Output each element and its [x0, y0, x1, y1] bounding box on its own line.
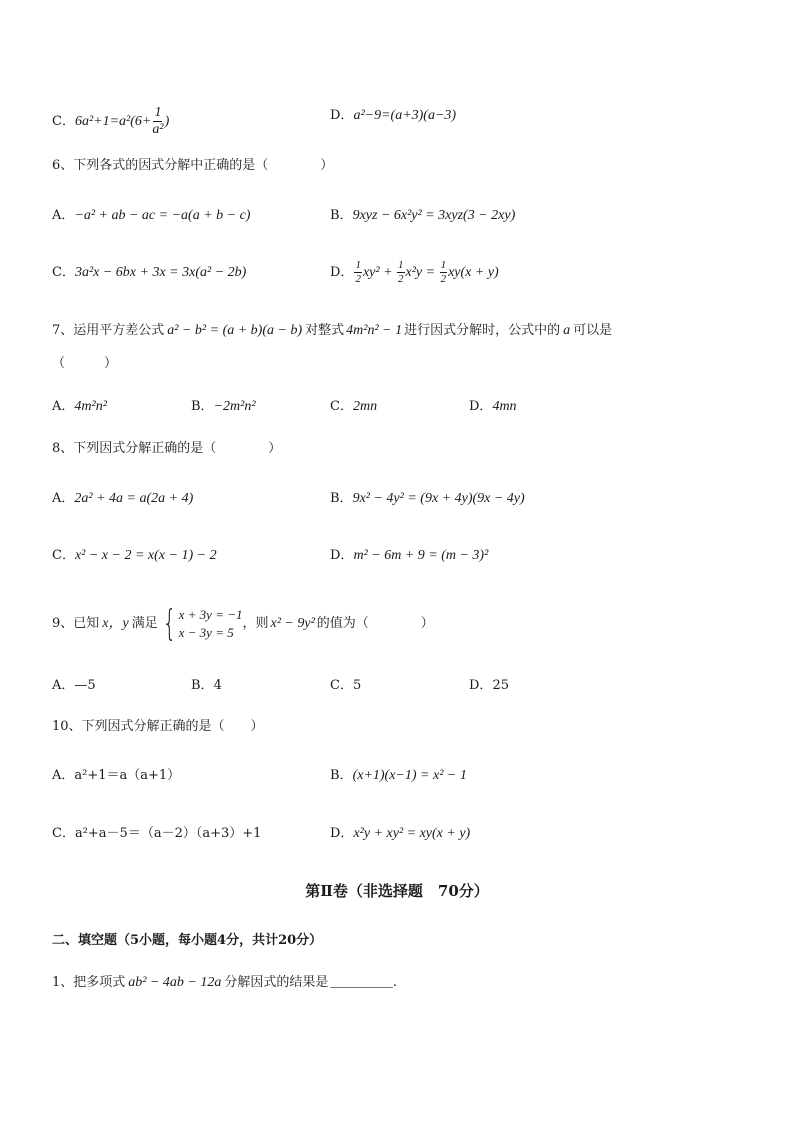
option-label: A． — [52, 399, 75, 414]
option-expr: 5 — [352, 678, 362, 693]
fraction — [152, 106, 163, 137]
stem-text: . — [392, 975, 397, 990]
option-expr: (x+1)(x−1) = x² − 1 — [352, 768, 467, 783]
part2-title: 第Ⅱ卷（非选择题 70分） — [305, 882, 489, 900]
option-label: D． — [330, 265, 354, 280]
frac-num: 1 — [398, 259, 404, 271]
polynomial: ab² − 4ab − 12a — [128, 975, 222, 990]
option-label: B． — [191, 678, 214, 693]
q7-paren: （ ） — [52, 356, 118, 371]
option-label: D． — [330, 108, 354, 123]
option-label: C． — [52, 548, 75, 563]
q6-stem: 6、下列各式的因式分解中正确的是（ ） — [52, 158, 334, 173]
option-expr: 4mn — [492, 399, 517, 414]
variables: x，y — [102, 616, 129, 631]
stem-text: 1、把多项式 — [52, 975, 126, 990]
option-label: A． — [52, 678, 75, 693]
fraction — [354, 260, 362, 285]
fraction — [440, 260, 448, 285]
q6-option-a — [52, 206, 250, 226]
polynomial: 4m²n² − 1 — [346, 323, 403, 338]
option-label: A． — [52, 768, 75, 783]
q10-option-a — [52, 766, 180, 786]
option-expr: 9xyz − 6x²y² = 3xyz(3 − 2xy) — [352, 208, 516, 223]
formula: a² − b² = (a + b)(a − b) — [167, 323, 303, 338]
q9-option-a — [52, 676, 96, 696]
option-expr: 4 — [213, 678, 222, 693]
option-label: A． — [52, 208, 75, 223]
option-expr: a²−9=(a+3)(a−3) — [353, 108, 457, 123]
q7-option-c — [330, 397, 377, 417]
option-label: D． — [330, 548, 354, 563]
option-expr: 9x² − 4y² = (9x + 4y)(9x − 4y) — [352, 491, 525, 506]
option-label: C． — [52, 826, 75, 841]
equation-2: x − 3y = 5 — [178, 624, 234, 640]
q7-option-a — [52, 397, 107, 417]
option-expr: 6a²+1=a²(6+ — [74, 114, 152, 129]
q8-option-a — [52, 489, 193, 509]
option-expr: m² − 6m + 9 = (m − 3)² — [353, 548, 489, 563]
q8-option-d — [330, 546, 488, 566]
equation-system — [158, 602, 243, 644]
option-expr: a²+1＝a（a+1） — [74, 768, 181, 783]
stem-text: 的值为（ ） — [316, 616, 434, 631]
equation-1: x + 3y = −1 — [178, 606, 243, 622]
option-label: D． — [330, 826, 354, 841]
variable: a — [563, 323, 571, 338]
option-expr: a²+a－5＝（a－2）（a+3）+1 — [74, 826, 262, 841]
option-expr: 2mn — [352, 399, 378, 414]
option-expr: −a² + ab − ac = −a(a + b − c) — [74, 208, 251, 223]
frac-den: 2 — [440, 273, 447, 285]
frac-num: 1 — [355, 259, 361, 271]
q10-option-d — [330, 824, 470, 844]
option-label: B． — [330, 768, 353, 783]
stem-text: 满足 — [131, 616, 158, 631]
fraction — [397, 260, 405, 285]
frac-den: 2 — [355, 273, 361, 285]
stem-text: 对整式 — [305, 323, 345, 338]
q7-option-d — [469, 397, 517, 417]
stem-text: 进行因式分解时，公式中的 — [404, 323, 561, 338]
option-expr: x² − x − 2 = x(x − 1) − 2 — [74, 548, 217, 563]
frac-den: a² — [152, 122, 164, 137]
option-expr: −2m²n² — [213, 399, 256, 414]
q10-stem: 10、下列因式分解正确的是（ ） — [52, 719, 264, 734]
fill1-stem — [52, 973, 397, 993]
stem-text: 7、运用平方差公式 — [52, 323, 165, 338]
q8-stem: 8、下列因式分解正确的是（ ） — [52, 441, 282, 456]
option-expr: xy² + — [362, 265, 397, 280]
q6-option-b — [330, 206, 515, 226]
q9-option-d — [469, 676, 509, 696]
option-expr: 2a² + 4a = a(2a + 4) — [74, 491, 194, 506]
option-label: C． — [52, 114, 75, 129]
q9-option-b — [191, 676, 222, 696]
frac-num: 1 — [440, 259, 447, 271]
q6-option-c — [52, 263, 246, 283]
option-expr: —5 — [74, 678, 96, 693]
option-label: D． — [469, 399, 493, 414]
q9-option-c — [330, 676, 361, 696]
option-label: A． — [52, 491, 75, 506]
q8-option-b — [330, 489, 525, 509]
option-label: C． — [52, 265, 75, 280]
option-expr: x²y = — [405, 265, 439, 280]
option-expr: 3a²x − 6bx + 3x = 3x(a² − 2b) — [74, 265, 247, 280]
option-expr: x²y + xy² = xy(x + y) — [353, 826, 471, 841]
option-label: B． — [191, 399, 214, 414]
expression: x² − 9y² — [270, 616, 315, 631]
option-label: D． — [469, 678, 493, 693]
option-label: B． — [330, 208, 353, 223]
frac-num: 1 — [154, 105, 162, 120]
q7-option-b — [191, 397, 256, 417]
q5-option-d — [330, 106, 456, 126]
answer-blank[interactable]: ________ — [330, 975, 393, 990]
option-label: C． — [330, 399, 353, 414]
stem-text: 分解因式的结果是 — [224, 975, 329, 990]
frac-den: 2 — [398, 273, 404, 285]
q5-option-c — [52, 106, 169, 137]
section2-title: 二、填空题（5小题，每小题4分，共计20分） — [52, 933, 323, 948]
q7-stem — [52, 321, 612, 341]
q10-option-b — [330, 766, 467, 786]
brace-icon: { — [162, 602, 177, 644]
option-label: C． — [330, 678, 353, 693]
option-expr-close: ) — [164, 114, 170, 129]
option-expr: 25 — [492, 678, 509, 693]
option-expr: xy(x + y) — [448, 265, 499, 280]
option-expr: 4m²n² — [74, 399, 107, 414]
q6-option-d — [330, 258, 499, 288]
stem-text: ，则 — [242, 616, 269, 631]
q9-stem — [52, 603, 434, 645]
option-label: B． — [330, 491, 353, 506]
q8-option-c — [52, 546, 217, 566]
q10-option-c — [52, 824, 261, 844]
stem-text: 可以是 — [573, 323, 613, 338]
stem-text: 9、已知 — [52, 616, 100, 631]
